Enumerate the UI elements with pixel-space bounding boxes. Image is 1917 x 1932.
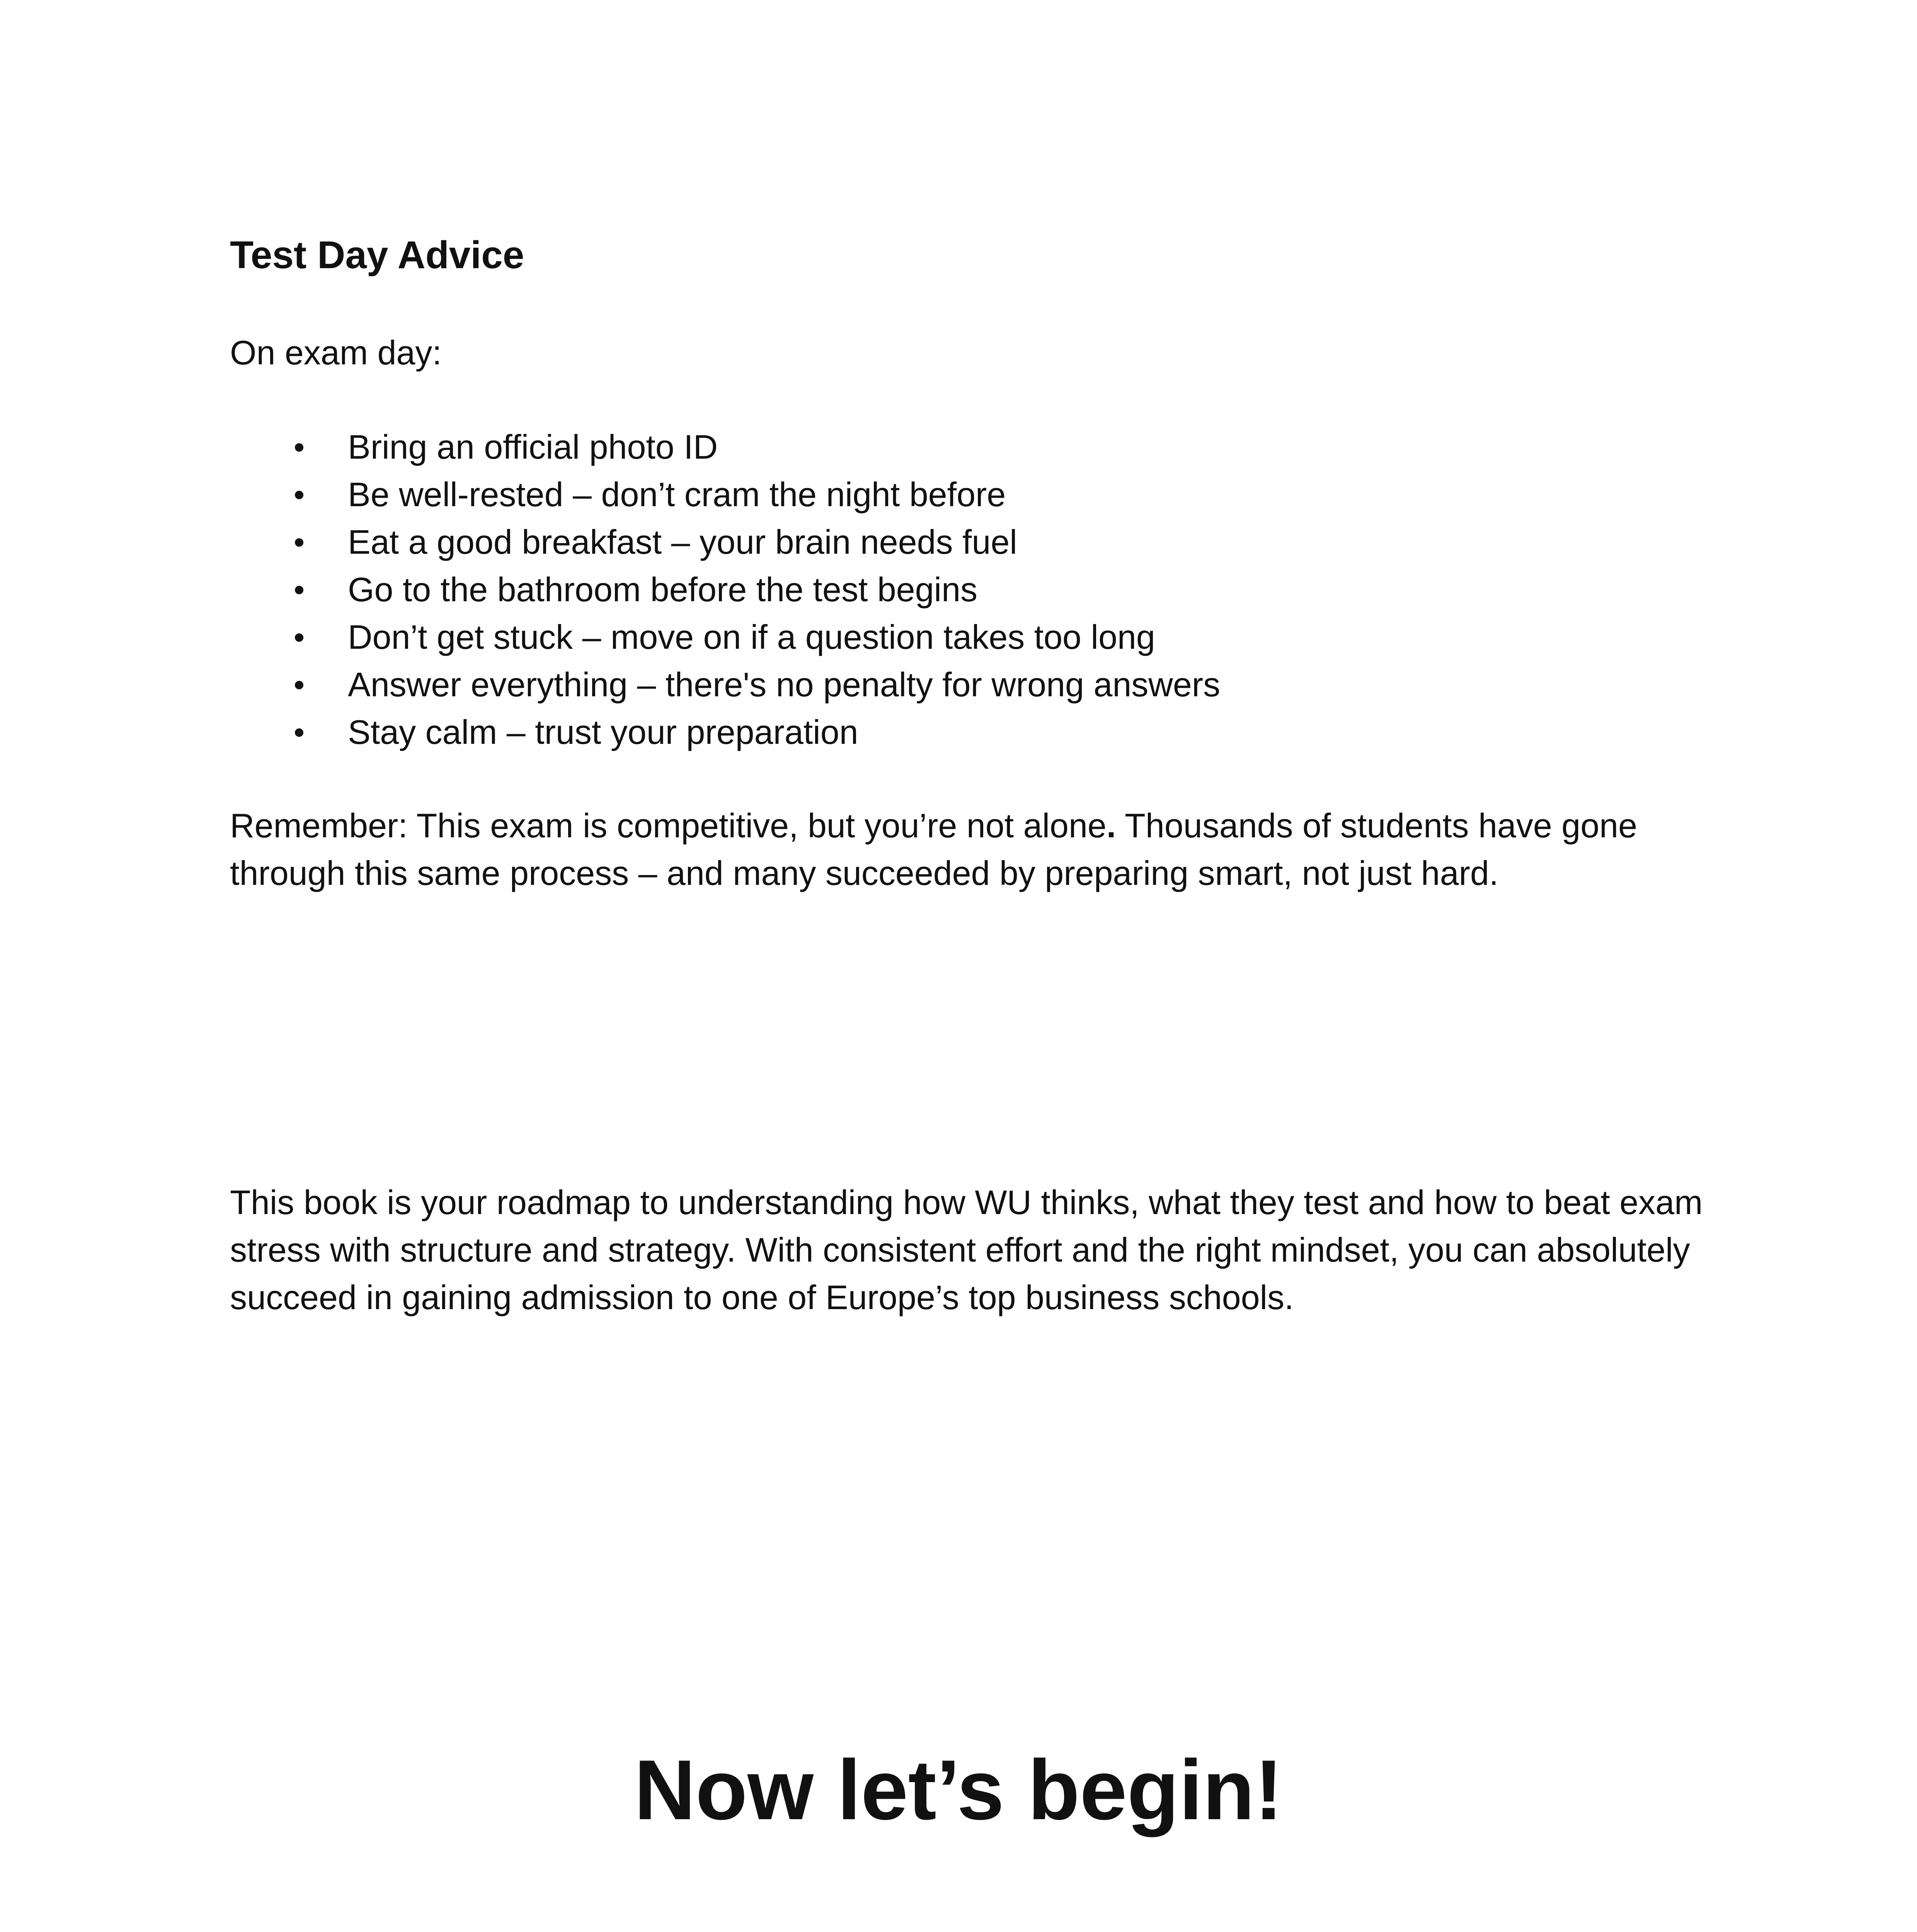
- list-item-text: Eat a good breakfast – your brain needs fuel: [348, 523, 1017, 561]
- list-item: [230, 661, 1220, 708]
- remember-bold-period: .: [1106, 806, 1116, 845]
- section-heading: Test Day Advice: [230, 233, 524, 277]
- bullet-icon: [295, 491, 303, 499]
- closing-title: Now let’s begin!: [634, 1742, 1283, 1837]
- intro-text: On exam day:: [230, 333, 442, 372]
- advice-list: [230, 423, 1220, 756]
- bullet-icon: [295, 633, 303, 642]
- list-item: [230, 613, 1220, 661]
- remember-text-part1: Remember: This exam is competitive, but you’re not alone: [230, 806, 1107, 845]
- bullet-icon: [295, 443, 303, 452]
- remember-text-part2: Thousands of students have gone through this same process – and many succeeded by preparing smart, not just hard.: [230, 806, 1638, 892]
- bullet-icon: [295, 681, 303, 689]
- list-item: [230, 708, 1220, 756]
- list-item: [230, 566, 1220, 613]
- list-item-text: Answer everything – there's no penalty for wrong answers: [348, 665, 1221, 704]
- bullet-icon: [295, 586, 303, 594]
- list-item-text: Bring an official photo ID: [348, 428, 718, 466]
- remember-paragraph: [230, 802, 1722, 897]
- list-item: [230, 471, 1220, 518]
- list-item: [230, 423, 1220, 471]
- list-item-text: Stay calm – trust your preparation: [348, 713, 858, 751]
- list-item-text: Don’t get stuck – move on if a question takes too long: [348, 618, 1155, 656]
- bullet-icon: [295, 538, 303, 547]
- roadmap-paragraph: This book is your roadmap to understanding how WU thinks, what they test and how to beat exam stress with structure and strategy. With consistent effort and the right mindset, you can absolutely succeed in gaining admission to one of Europe’s top business schools.: [230, 1183, 1703, 1316]
- list-item-text: Go to the bathroom before the test begins: [348, 570, 978, 609]
- bullet-icon: [295, 728, 303, 737]
- list-item-text: Be well-rested – don’t cram the night before: [348, 475, 1006, 514]
- list-item: [230, 518, 1220, 566]
